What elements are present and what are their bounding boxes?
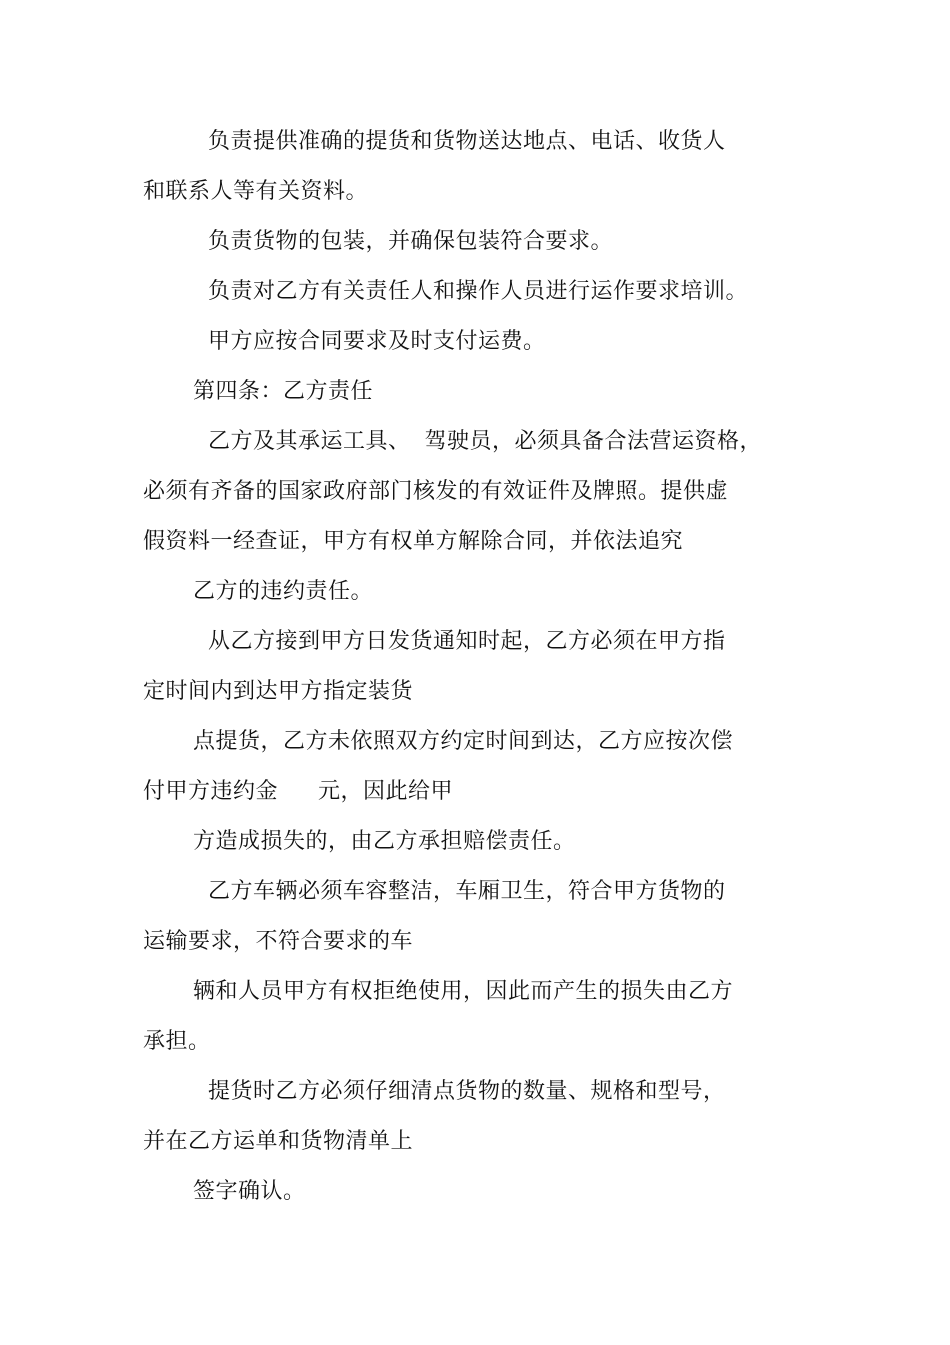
paragraph-line: 从乙方接到甲方日发货通知时起，乙方必须在甲方指 bbox=[208, 629, 726, 654]
text-fragment: 付甲方违约金 bbox=[143, 779, 279, 804]
paragraph-line: 甲方应按合同要求及时支付运费。 bbox=[208, 329, 546, 354]
paragraph-line bbox=[143, 777, 453, 807]
paragraph-line bbox=[208, 427, 762, 457]
paragraph-line: 负责对乙方有关责任人和操作人员进行运作要求培训。 bbox=[208, 279, 749, 304]
text-fragment: 元，因此给甲 bbox=[318, 779, 454, 804]
section-heading: 第四条：乙方责任 bbox=[193, 379, 374, 404]
text-fragment: 乙方及其承运工具、 bbox=[208, 429, 411, 454]
paragraph-line: 乙方的违约责任。 bbox=[193, 579, 374, 604]
paragraph-line: 承担。 bbox=[143, 1029, 211, 1054]
paragraph-line: 负责提供准确的提货和货物送达地点、电话、收货人 bbox=[208, 129, 726, 154]
paragraph-line: 签字确认。 bbox=[193, 1179, 306, 1204]
paragraph-line: 定时间内到达甲方指定装货 bbox=[143, 679, 414, 704]
paragraph-line: 并在乙方运单和货物清单上 bbox=[143, 1129, 414, 1154]
paragraph-line: 乙方车辆必须车容整洁，车厢卫生，符合甲方货物的 bbox=[208, 879, 726, 904]
paragraph-line: 辆和人员甲方有权拒绝使用，因此而产生的损失由乙方 bbox=[193, 979, 734, 1004]
paragraph-line: 假资料一经查证，甲方有权单方解除合同，并依法追究 bbox=[143, 529, 684, 554]
paragraph-line: 必须有齐备的国家政府部门核发的有效证件及牌照。提供虚 bbox=[143, 479, 729, 504]
paragraph-line: 运输要求，不符合要求的车 bbox=[143, 929, 414, 954]
paragraph-line: 提货时乙方必须仔细清点货物的数量、规格和型号， bbox=[208, 1079, 726, 1104]
paragraph-line: 和联系人等有关资料。 bbox=[143, 179, 369, 204]
paragraph-line: 负责货物的包装，并确保包装符合要求。 bbox=[208, 229, 614, 254]
text-fragment: 驾驶员，必须具备合法营运资格， bbox=[424, 429, 763, 454]
paragraph-line: 方造成损失的，由乙方承担赔偿责任。 bbox=[193, 829, 576, 854]
paragraph-line: 点提货，乙方未依照双方约定时间到达，乙方应按次偿 bbox=[193, 729, 734, 754]
